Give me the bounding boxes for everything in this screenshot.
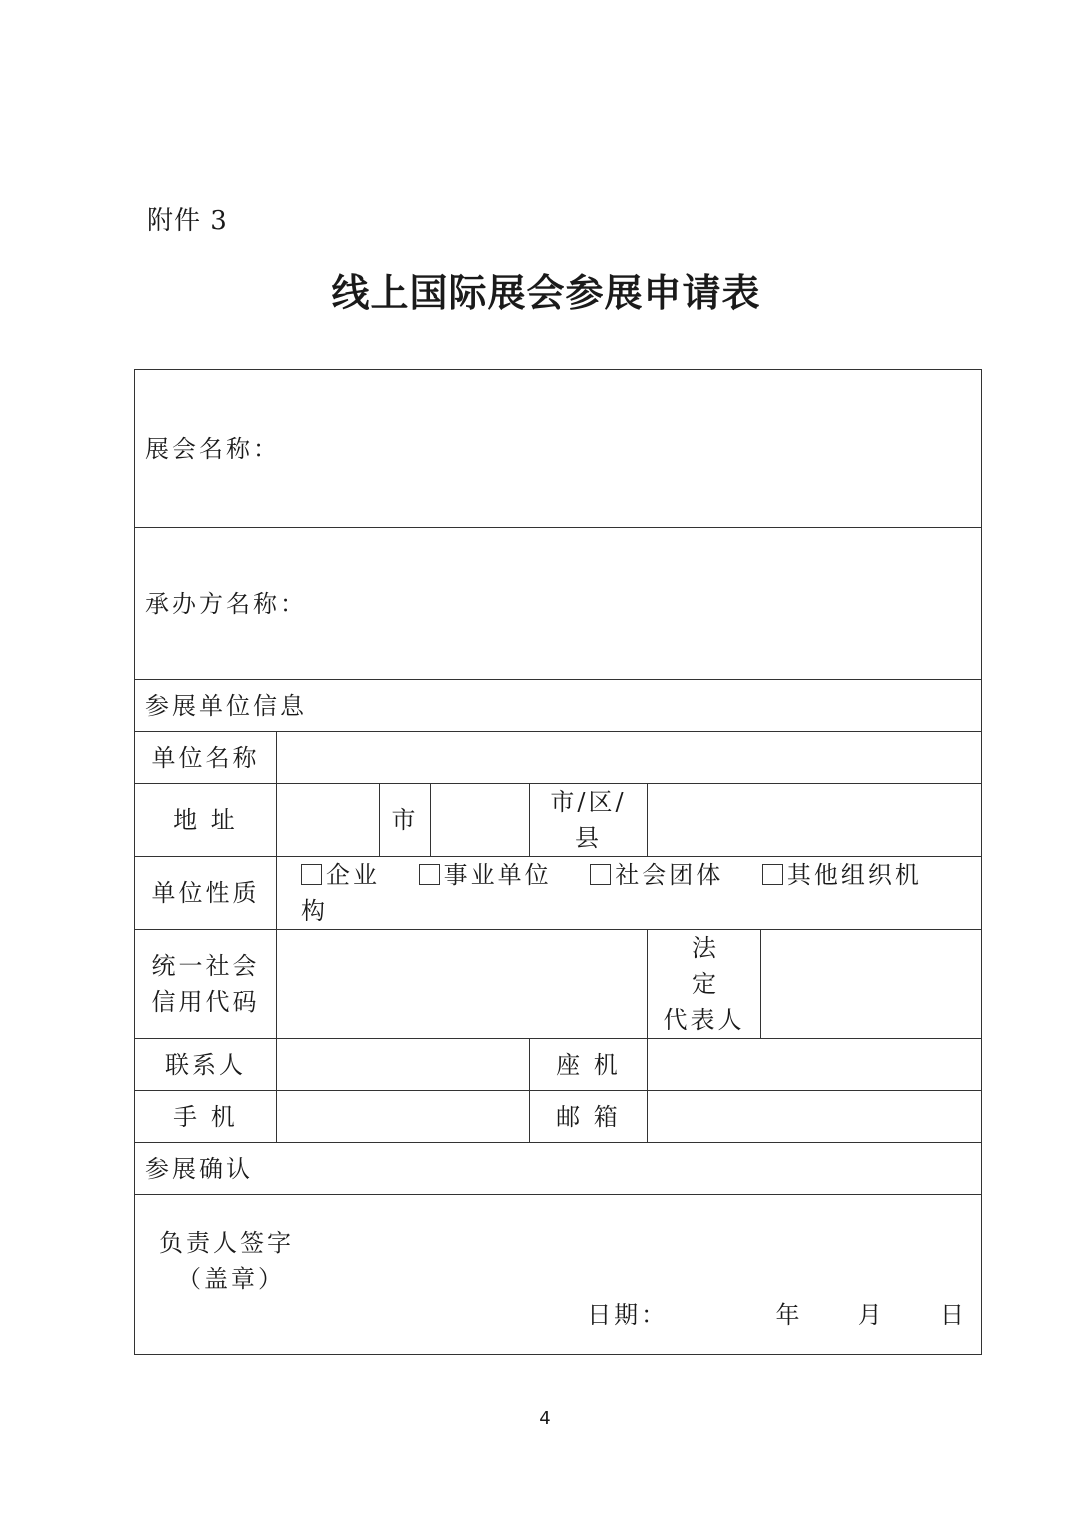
contact-person-label: 联系人 [135, 1039, 277, 1091]
year-label: 年 [775, 1301, 803, 1329]
checkbox-icon[interactable] [419, 864, 440, 885]
organizer-name-field[interactable] [135, 528, 982, 680]
contact-person-input[interactable] [277, 1039, 530, 1091]
address-label: 地 址 [135, 784, 277, 857]
district-label: 市/区/县 [530, 784, 648, 857]
credit-code-input[interactable] [277, 930, 648, 1039]
date-label: 日期： [587, 1301, 669, 1329]
nature-option-other[interactable]: 其他组织机构 [301, 861, 922, 925]
checkbox-icon[interactable] [762, 864, 783, 885]
organizer-name-label: 承办方名称： [145, 589, 307, 618]
unit-nature-label: 单位性质 [135, 857, 277, 930]
address-detail-input[interactable] [648, 784, 982, 857]
email-label: 邮 箱 [530, 1091, 648, 1143]
page-number: 4 [539, 1408, 551, 1429]
signature-area[interactable] [135, 1195, 982, 1355]
landline-label: 座 机 [530, 1039, 648, 1091]
exhibition-name-label: 展会名称： [145, 434, 280, 463]
city-label: 市 [380, 784, 431, 857]
mobile-input[interactable] [277, 1091, 530, 1143]
nature-option-institution[interactable]: 事业单位 [419, 861, 552, 889]
address-city-input[interactable] [277, 784, 380, 857]
exhibition-name-field[interactable] [135, 370, 982, 528]
attachment-label: 附件 3 [147, 206, 228, 236]
mobile-label: 手 机 [135, 1091, 277, 1143]
month-label: 月 [857, 1301, 885, 1329]
seal-label: （盖章） [177, 1265, 285, 1293]
confirm-section-header: 参展确认 [135, 1143, 982, 1195]
checkbox-icon[interactable] [590, 864, 611, 885]
unit-nature-options [277, 857, 982, 930]
nature-option-social-group[interactable]: 社会团体 [590, 861, 723, 889]
checkbox-icon[interactable] [301, 864, 322, 885]
legal-rep-input[interactable] [761, 930, 982, 1039]
email-input[interactable] [648, 1091, 982, 1143]
unit-name-label: 单位名称 [135, 732, 277, 784]
signature-label: 负责人签字 [159, 1229, 294, 1257]
date-line [587, 1297, 967, 1333]
credit-code-label: 统一社会 信用代码 [135, 930, 277, 1039]
landline-input[interactable] [648, 1039, 982, 1091]
unit-info-section-header: 参展单位信息 [135, 680, 982, 732]
application-form [134, 369, 982, 1355]
unit-name-input[interactable] [277, 732, 982, 784]
page-title: 线上国际展会参展申请表 [331, 271, 761, 315]
legal-rep-label: 法 定 代表人 [648, 930, 761, 1039]
day-label: 日 [940, 1301, 968, 1329]
nature-option-enterprise[interactable]: 企业 [301, 861, 380, 889]
address-district-input[interactable] [431, 784, 530, 857]
